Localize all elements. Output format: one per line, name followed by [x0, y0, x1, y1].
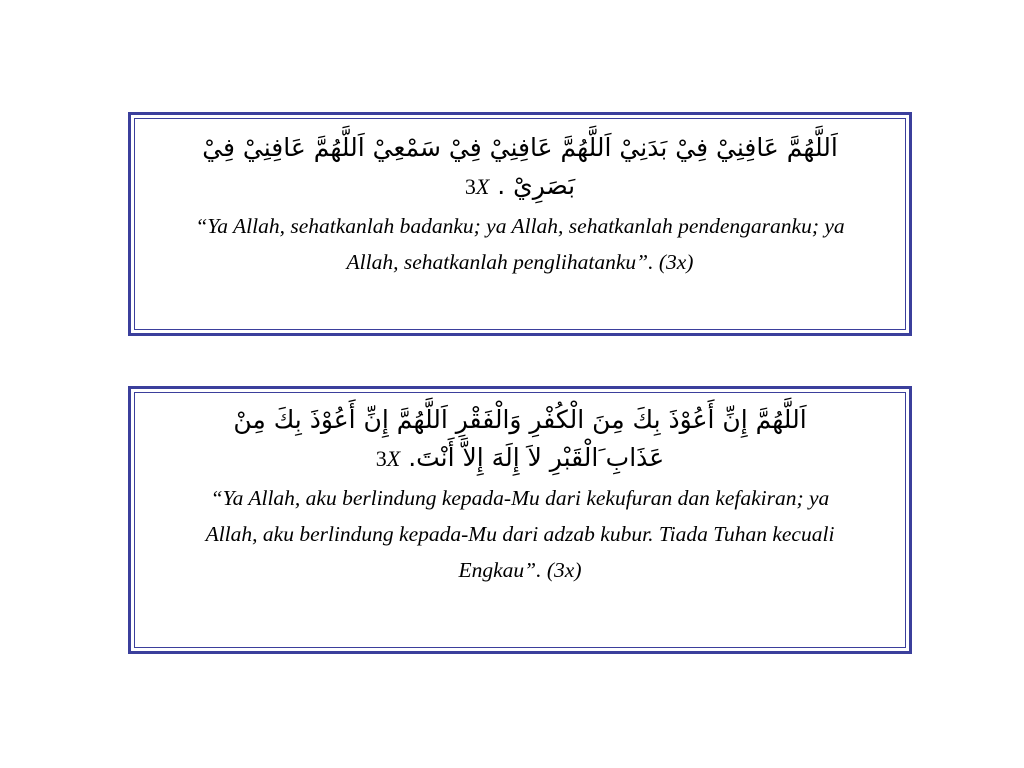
- repeat-x: X: [475, 174, 490, 199]
- repeat-number: 3: [464, 174, 476, 199]
- translation-text: [143, 480, 897, 588]
- translation-line-1: “Ya Allah, sehatkanlah badanku; ya Allah, sehatkanlah pendengaranku; ya: [195, 214, 845, 238]
- prayer-card-inner: [134, 118, 906, 330]
- prayer-card-1: [128, 112, 912, 336]
- arabic-line-2-text: بَصَرِيْ .: [497, 171, 576, 200]
- arabic-line-2-text: عَذَابِ َالْقَبْرِ لاَ إِلَهَ إِلاَّ أَنْتَ.: [408, 443, 665, 472]
- arabic-prayer-text: [143, 129, 897, 206]
- prayer-card-2: [128, 386, 912, 654]
- translation-text: [143, 208, 897, 280]
- arabic-line-1: اَللَّهُمَّ عَافِنِيْ فِيْ بَدَنِيْ اَللَّهُمَّ عَافِنِيْ فِيْ سَمْعِيْ اَللَّهُمَّ عَافِنِيْ فِيْ: [202, 133, 838, 162]
- prayer-card-inner: [134, 392, 906, 648]
- repeat-number: 3: [375, 446, 387, 471]
- translation-line-2: Allah, sehatkanlah penglihatanku”. (3x): [346, 250, 694, 274]
- arabic-line-1: اَللَّهُمَّ إِنِّ أَعُوْذَ بِكَ مِنَ الْكُفْرِ وَالْفَقْرِ اَللَّهُمَّ إِنِّ أَعُوْذَ بِكَ مِنْ: [233, 405, 807, 434]
- translation-line-3: Engkau”. (3x): [458, 558, 582, 582]
- arabic-line-2: [143, 439, 897, 478]
- repeat-count: [376, 446, 400, 471]
- arabic-line-2: [143, 167, 897, 206]
- arabic-prayer-text: [143, 401, 897, 478]
- translation-line-1: “Ya Allah, aku berlindung kepada-Mu dari kekufuran dan kefakiran; ya: [210, 486, 830, 510]
- translation-line-2: Allah, aku berlindung kepada-Mu dari adzab kubur. Tiada Tuhan kecuali: [205, 522, 835, 546]
- repeat-x: X: [386, 446, 401, 471]
- repeat-count: [465, 174, 489, 199]
